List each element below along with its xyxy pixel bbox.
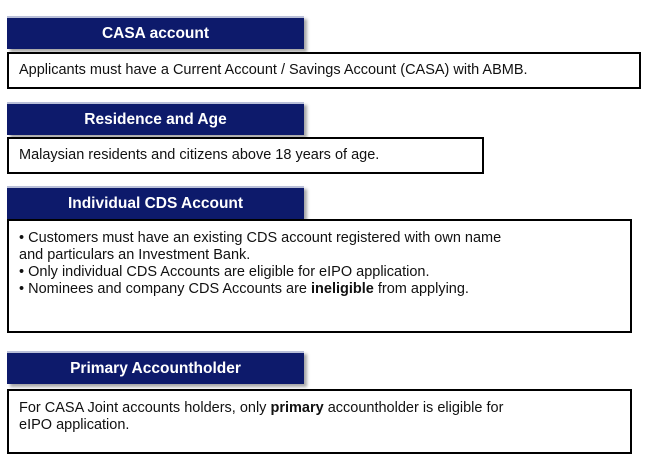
cds-bullet-2: • Only individual CDS Accounts are eligible for eIPO application. [19, 264, 430, 280]
casa-account-text: Applicants must have a Current Account / Savings Account (CASA) with ABMB. [19, 62, 528, 78]
residence-age-header: Residence and Age [7, 102, 304, 135]
individual-cds-box [7, 219, 632, 333]
cds-bullet-1-continued: and particulars an Investment Bank. [19, 247, 251, 263]
casa-account-box [7, 52, 641, 89]
primary-text-after: accountholder is eligible for [323, 400, 504, 416]
cds-bullet-1: • Customers must have an existing CDS account registered with own name [19, 230, 502, 246]
primary-text-before: For CASA Joint accounts holders, only [19, 400, 271, 416]
residence-age-box [7, 137, 484, 174]
cds-bullet-3-text: • Nominees and company CDS Accounts are [19, 281, 311, 297]
residence-age-text: Malaysian residents and citizens above 18 years of age. [19, 147, 380, 163]
primary-text-line-1 [19, 400, 620, 417]
casa-account-header: CASA account [7, 16, 304, 49]
individual-cds-header: Individual CDS Account [7, 186, 304, 219]
primary-accountholder-header: Primary Accountholder [7, 351, 304, 384]
primary-accountholder-box [7, 389, 632, 454]
ineligible-emphasis: ineligible [311, 281, 374, 297]
cds-bullet-3-tail: from applying. [373, 281, 469, 297]
cds-bullet-3 [19, 281, 620, 298]
primary-text-line-2: eIPO application. [19, 417, 130, 433]
primary-emphasis: primary [270, 400, 324, 416]
